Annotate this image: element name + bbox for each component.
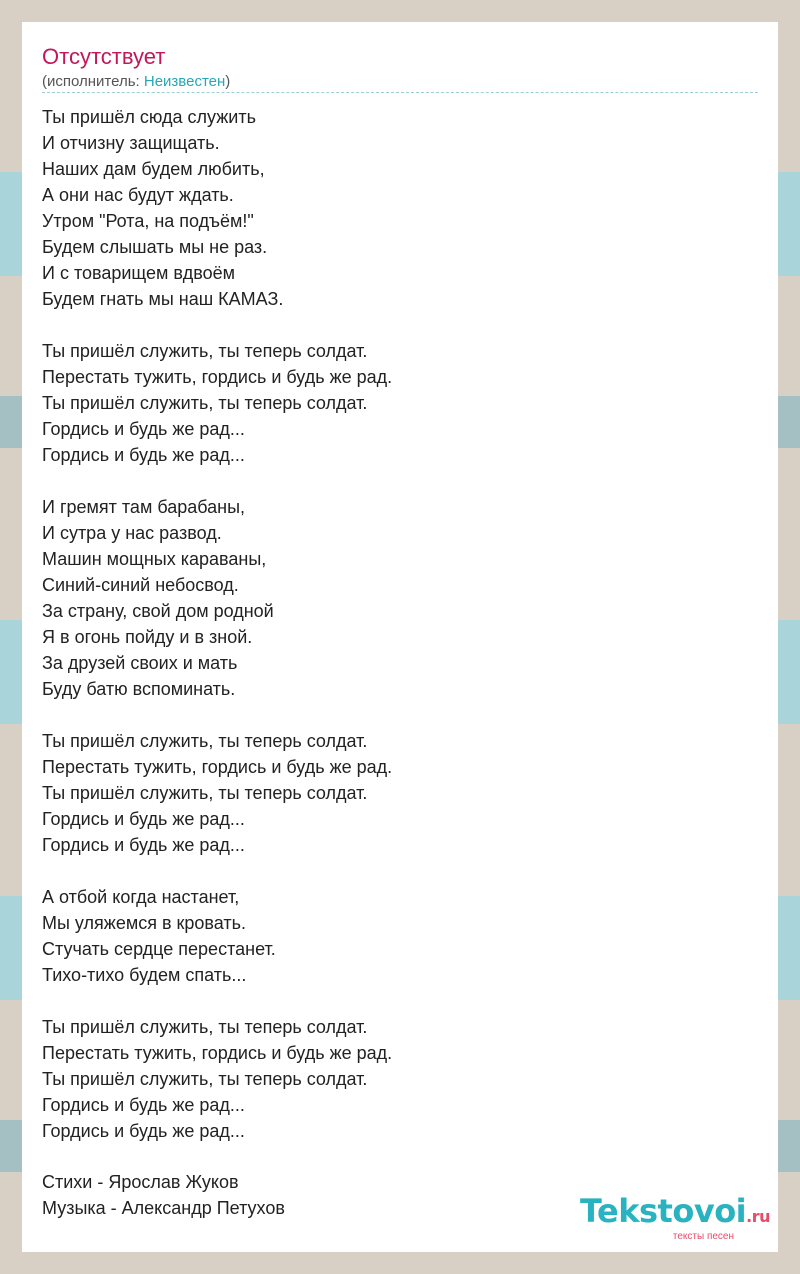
lyric-line: Утром "Рота, на подъём!" xyxy=(42,211,254,231)
lyrics-body xyxy=(42,104,742,1170)
lyric-line: Гордись и будь же рад... xyxy=(42,419,245,439)
lyric-line: Тихо-тихо будем спать... xyxy=(42,965,247,985)
lyric-line: Стучать сердце перестанет. xyxy=(42,939,276,959)
lyric-line: Наших дам будем любить, xyxy=(42,159,265,179)
credits xyxy=(42,1169,285,1221)
logo-wordmark xyxy=(580,1194,770,1234)
lyric-line: Перестать тужить, гордись и будь же рад. xyxy=(42,367,393,387)
performer-line xyxy=(42,73,230,91)
lyric-line: За страну, свой дом родной xyxy=(42,601,274,621)
lyric-line: Перестать тужить, гордись и будь же рад. xyxy=(42,757,393,777)
logo-suffix: .ru xyxy=(746,1207,770,1226)
lyric-line: Ты пришёл служить, ты теперь солдат. xyxy=(42,731,368,751)
lyric-line: Ты пришёл служить, ты теперь солдат. xyxy=(42,393,368,413)
stanza xyxy=(42,728,742,858)
credit-music: Музыка - Александр Петухов xyxy=(42,1198,285,1218)
lyric-line: Мы уляжемся в кровать. xyxy=(42,913,247,933)
lyric-line: Ты пришёл служить, ты теперь солдат. xyxy=(42,341,368,361)
lyric-line: Ты пришёл служить, ты теперь солдат. xyxy=(42,1069,368,1089)
lyric-line: И отчизну защищать. xyxy=(42,133,220,153)
lyric-line: А отбой когда настанет, xyxy=(42,887,240,907)
lyric-line: Гордись и будь же рад... xyxy=(42,1095,245,1115)
credit-lyrics: Стихи - Ярослав Жуков xyxy=(42,1172,239,1192)
performer-prefix: (исполнитель: xyxy=(42,73,144,90)
lyric-line: Машин мощных караваны, xyxy=(42,549,267,569)
lyric-line: Будем слышать мы не раз. xyxy=(42,237,268,257)
stanza xyxy=(42,494,742,702)
lyric-line: Синий-синий небосвод. xyxy=(42,575,239,595)
song-title: Отсутствует xyxy=(42,44,166,69)
lyric-line: Перестать тужить, гордись и будь же рад. xyxy=(42,1043,393,1063)
lyric-line: И гремят там барабаны, xyxy=(42,497,246,517)
lyric-line: А они нас будут ждать. xyxy=(42,185,234,205)
stanza xyxy=(42,104,742,312)
logo-tagline: тексты песен xyxy=(672,1231,734,1242)
title-divider xyxy=(42,92,758,93)
stanza xyxy=(42,1014,742,1144)
lyrics-card xyxy=(22,22,778,1252)
lyric-line: Буду батю вспоминать. xyxy=(42,679,236,699)
performer-suffix: ) xyxy=(225,73,231,90)
lyric-line: Ты пришёл служить, ты теперь солдат. xyxy=(42,1017,368,1037)
site-logo[interactable] xyxy=(580,1194,770,1242)
lyric-line: И сутра у нас развод. xyxy=(42,523,222,543)
lyric-line: Ты пришёл служить, ты теперь солдат. xyxy=(42,783,368,803)
lyric-line: Я в огонь пойду и в зной. xyxy=(42,627,253,647)
logo-name: Tekstovoi xyxy=(579,1192,747,1230)
lyric-line: Гордись и будь же рад... xyxy=(42,1121,245,1141)
lyric-line: Гордись и будь же рад... xyxy=(42,835,245,855)
lyric-line: И с товарищем вдвоём xyxy=(42,263,236,283)
lyric-line: За друзей своих и мать xyxy=(42,653,238,673)
stanza xyxy=(42,884,742,988)
lyric-line: Будем гнать мы наш КАМАЗ. xyxy=(42,289,284,309)
stanza xyxy=(42,338,742,468)
lyric-line: Ты пришёл сюда служить xyxy=(42,107,256,127)
performer-link[interactable]: Неизвестен xyxy=(143,73,226,90)
lyric-line: Гордись и будь же рад... xyxy=(42,445,245,465)
lyric-line: Гордись и будь же рад... xyxy=(42,809,245,829)
